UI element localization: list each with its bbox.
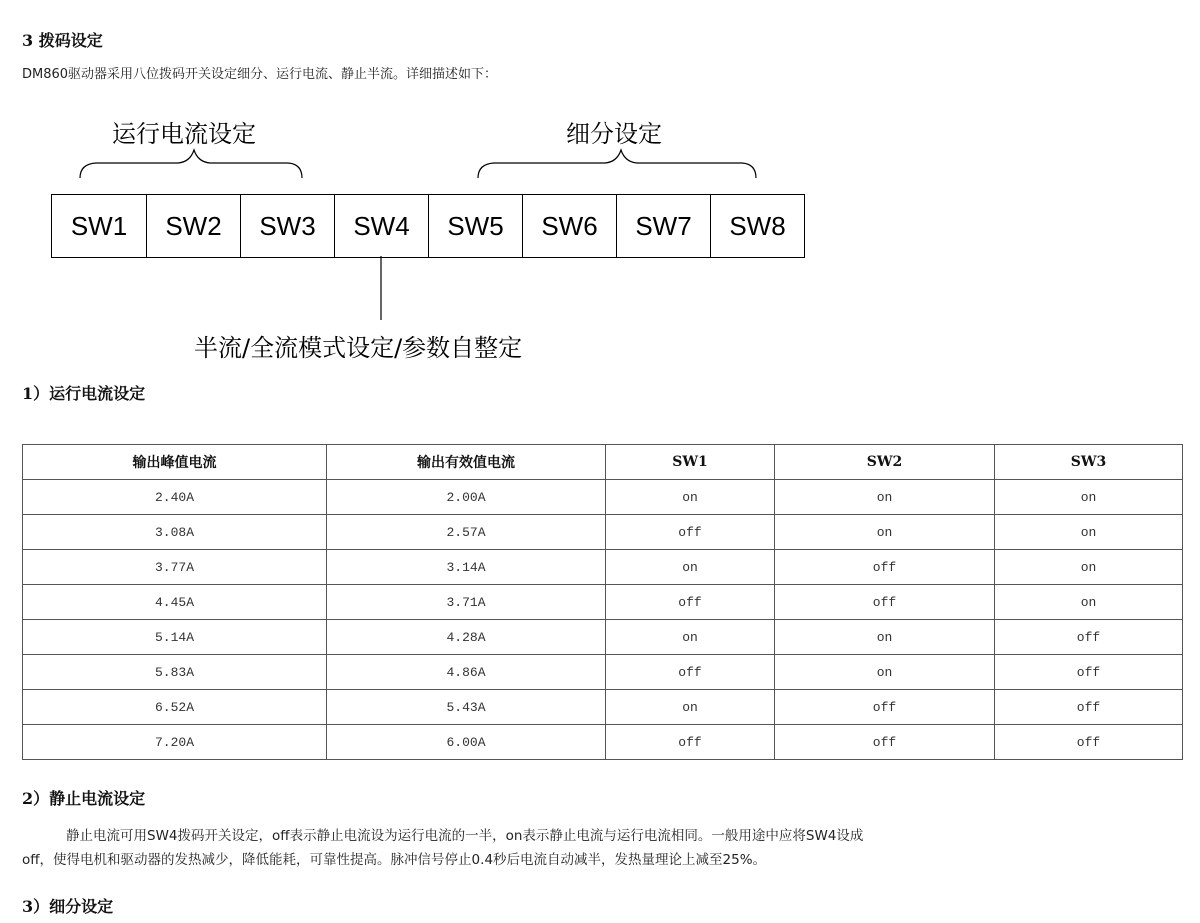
table-row: [23, 550, 1183, 585]
intro-text: DM860驱动器采用八位拨码开关设定细分、运行电流、静止半流。详细描述如下：: [22, 67, 498, 82]
running-current-title: 1）运行电流设定: [22, 384, 146, 403]
table-row: [23, 725, 1183, 760]
table-row: [23, 655, 1183, 690]
header-sw2: SW2: [775, 445, 995, 480]
cell-rms: 6.00A: [327, 725, 606, 760]
cell-sw1: on: [606, 620, 775, 655]
cell-rms: 3.71A: [327, 585, 606, 620]
cell-peak: 3.77A: [23, 550, 327, 585]
cell-rms: 3.14A: [327, 550, 606, 585]
cell-sw3: off: [995, 725, 1183, 760]
current-setting-label: 运行电流设定: [112, 120, 256, 148]
switch-sw6: SW6: [522, 195, 616, 257]
standstill-current-title: 2）静止电流设定: [22, 789, 146, 808]
running-current-table: [22, 444, 1183, 760]
table-row: [23, 480, 1183, 515]
header-peak-current: 输出峰值电流: [23, 445, 327, 480]
cell-sw3: off: [995, 620, 1183, 655]
section-title-dip-settings: 3 拨码设定: [22, 31, 103, 50]
table-header-row: [23, 445, 1183, 480]
switch-sw2: SW2: [146, 195, 240, 257]
switch-sw3: SW3: [240, 195, 334, 257]
cell-sw2: off: [775, 725, 995, 760]
cell-peak: 3.08A: [23, 515, 327, 550]
table-row: [23, 690, 1183, 725]
cell-sw1: off: [606, 585, 775, 620]
cell-sw2: off: [775, 585, 995, 620]
cell-rms: 2.00A: [327, 480, 606, 515]
cell-sw3: on: [995, 550, 1183, 585]
cell-rms: 5.43A: [327, 690, 606, 725]
switch-sw5: SW5: [428, 195, 522, 257]
cell-peak: 6.52A: [23, 690, 327, 725]
cell-sw3: off: [995, 655, 1183, 690]
microstep-title: 3）细分设定: [22, 897, 114, 916]
header-sw3: SW3: [995, 445, 1183, 480]
table-row: [23, 515, 1183, 550]
cell-rms: 4.28A: [327, 620, 606, 655]
switch-sw1: SW1: [70, 210, 128, 241]
switch-sw8: SW8: [710, 195, 804, 257]
cell-sw1: off: [606, 725, 775, 760]
cell-peak: 2.40A: [23, 480, 327, 515]
standstill-paragraph-line1: 静止电流可用SW4拨码开关设定，off表示静止电流设为运行电流的一半，on表示静止电流与运行电流相同。一般用途中应将SW4设成: [66, 828, 864, 844]
cell-sw2: off: [775, 550, 995, 585]
cell-sw1: off: [606, 655, 775, 690]
sw4-caption: 半流/全流模式设定/参数自整定: [194, 334, 523, 362]
cell-peak: 5.14A: [23, 620, 327, 655]
diagram-lines: [0, 0, 1200, 360]
header-rms-current: 输出有效值电流: [327, 445, 606, 480]
cell-sw2: on: [775, 480, 995, 515]
cell-sw3: on: [995, 585, 1183, 620]
cell-sw1: on: [606, 550, 775, 585]
cell-sw3: off: [995, 690, 1183, 725]
cell-sw3: on: [995, 480, 1183, 515]
microstep-setting-label: 细分设定: [566, 120, 662, 148]
cell-rms: 4.86A: [327, 655, 606, 690]
brace-current: [80, 150, 302, 178]
cell-peak: 7.20A: [23, 725, 327, 760]
cell-sw3: on: [995, 515, 1183, 550]
brace-microstep: [478, 150, 756, 178]
cell-sw1: on: [606, 690, 775, 725]
cell-sw1: off: [606, 515, 775, 550]
table-row: [23, 620, 1183, 655]
cell-sw2: on: [775, 515, 995, 550]
table-row: [23, 585, 1183, 620]
cell-sw2: on: [775, 655, 995, 690]
cell-sw2: on: [775, 620, 995, 655]
standstill-paragraph-line2: off，使得电机和驱动器的发热减少，降低能耗，可靠性提高。脉冲信号停止0.4秒后电流自动减半，发热量理论上减至25%。: [22, 852, 767, 868]
cell-rms: 2.57A: [327, 515, 606, 550]
switch-sw7: SW7: [616, 195, 710, 257]
cell-sw2: off: [775, 690, 995, 725]
cell-sw1: on: [606, 480, 775, 515]
cell-peak: 5.83A: [23, 655, 327, 690]
switch-sw4: SW4: [334, 195, 428, 257]
switch-row: [51, 194, 805, 258]
header-sw1: SW1: [606, 445, 775, 480]
cell-peak: 4.45A: [23, 585, 327, 620]
